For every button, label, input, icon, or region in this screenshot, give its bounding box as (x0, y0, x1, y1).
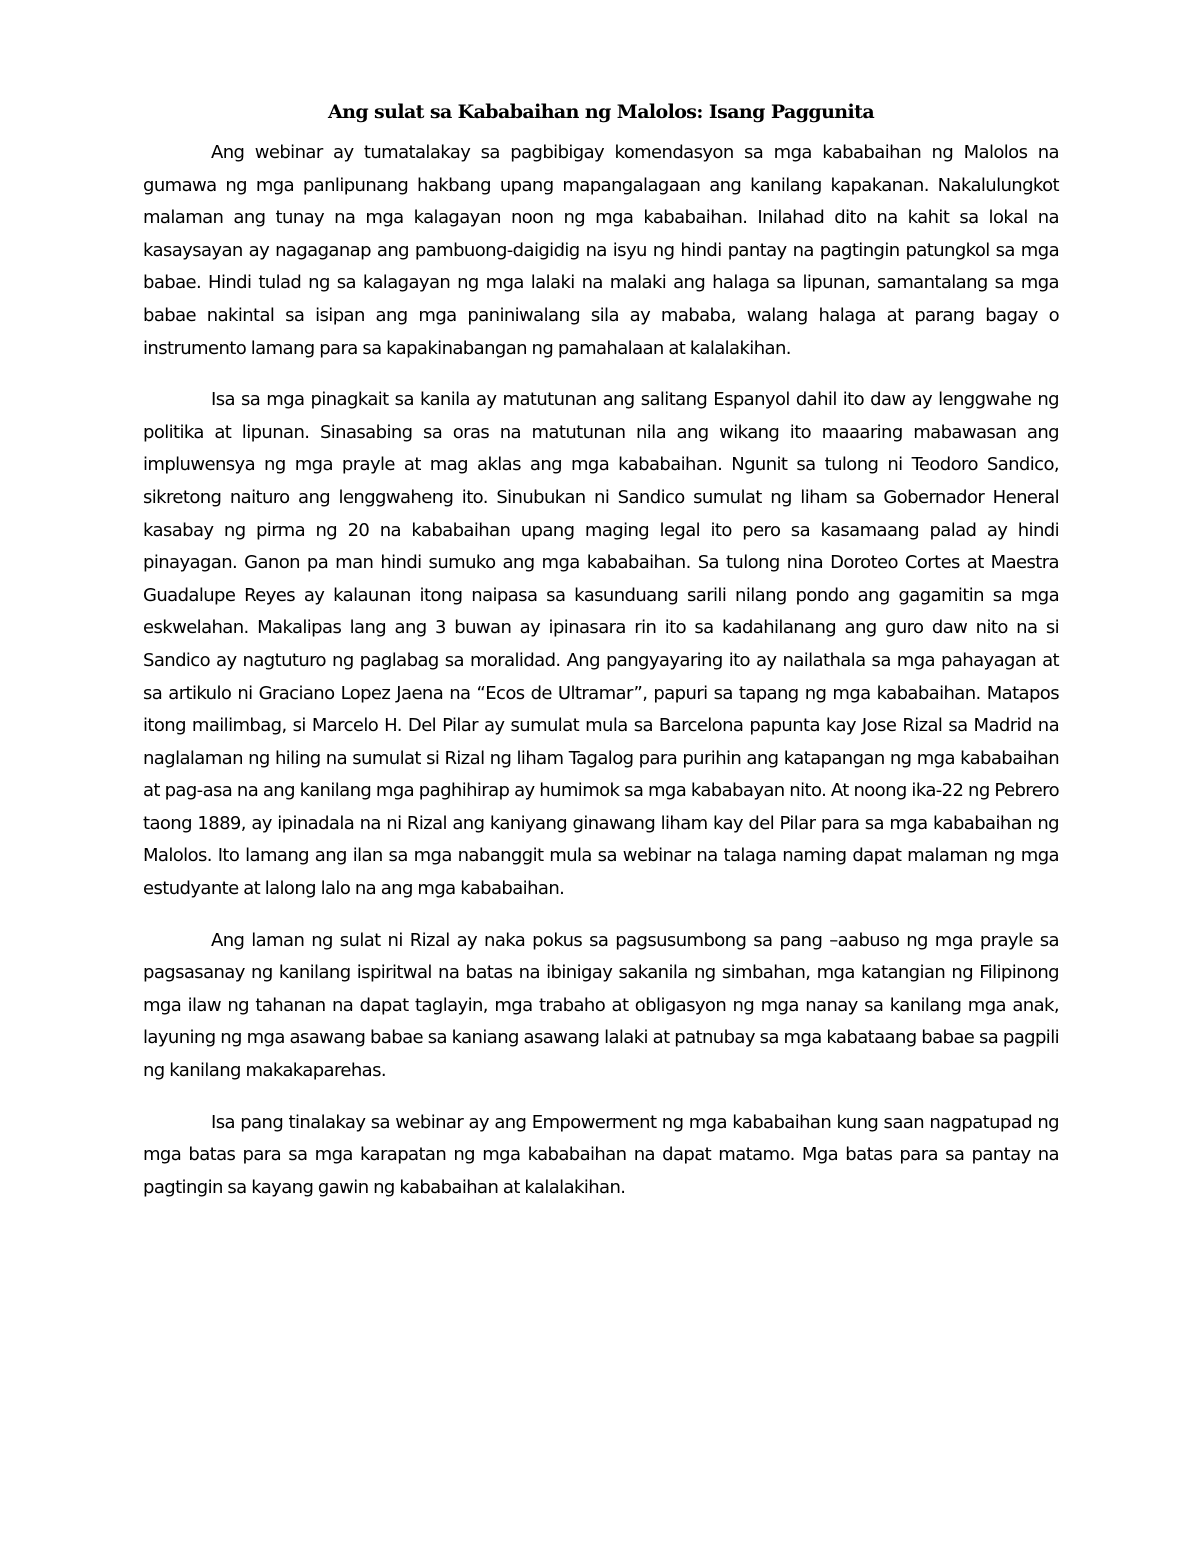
paragraph-2: Isa sa mga pinagkait sa kanila ay matutunan ang salitang Espanyol dahil ito daw ay lenggwahe ng politika at lipunan. Sinasabing sa oras na matutunan nila ang wikang ito maaaring mabawasan ang impluwensya ng mga prayle at mag aklas ang mga kababaihan. Ngunit sa tulong ni Teodoro Sandico, sikretong naituro ang lenggwaheng ito. Sinubukan ni Sandico sumulat ng liham sa Gobernador Heneral kasabay ng pirma ng 20 na kababaihan upang maging legal ito pero sa kasamaang palad ay hindi pinayagan. Ganon pa man hindi sumuko ang mga kababaihan. Sa tulong nina Doroteo Cortes at Maestra Guadalupe Reyes ay kalaunan itong naipasa sa kasunduang sarili nilang pondo ang gagamitin sa mga eskwelahan. Makalipas lang ang 3 buwan ay ipinasara rin ito sa kadahilanang ang guro daw nito na si Sandico ay nagtuturo ng paglabag sa moralidad. Ang pangyayaring ito ay nailathala sa mga pahayagan at sa artikulo ni Graciano Lopez Jaena na “Ecos de Ultramar”, papuri sa tapang ng mga kababaihan. Matapos itong mailimbag, si Marcelo H. Del Pilar ay sumulat mula sa Barcelona papunta kay Jose Rizal sa Madrid na naglalaman ng hiling na sumulat si Rizal ng liham Tagalog para purihin ang katapangan ng mga kababaihan at pag-asa na ang kanilang mga paghihirap ay humimok sa mga kababayan nito. At noong ika-22 ng Pebrero taong 1889, ay ipinadala na ni Rizal ang kaniyang ginawang liham kay del Pilar para sa mga kababaihan ng Malolos. Ito lamang ang ilan sa mga nabanggit mula sa webinar na talaga naming dapat malaman ng mga estudyante at lalong lalo na ang mga kababaihan. (143, 389, 1059, 900)
paragraph-4: Isa pang tinalakay sa webinar ay ang Empowerment ng mga kababaihan kung saan nagpatupad ng mga batas para sa mga karapatan ng mga kababaihan na dapat matamo. Mga batas para sa pantay na pagtingin sa kayang gawin ng kababaihan at kalalakihan. (143, 1111, 1059, 1198)
document-body (143, 96, 1059, 1223)
paragraph-3: Ang laman ng sulat ni Rizal ay naka pokus sa pagsusumbong sa pang –aabuso ng mga prayle sa pagsasanay ng kanilang ispiritwal na batas na ibinigay sakanila ng simbahan, mga katangian ng Filipinong mga ilaw ng tahanan na dapat taglayin, mga trabaho at obligasyon ng mga nanay sa kanilang mga anak, layuning ng mga asawang babae sa kaniang asawang lalaki at patnubay sa mga kabataang babae sa pagpili ng kanilang makakaparehas. (143, 929, 1059, 1082)
document-title: Ang sulat sa Kababaihan ng Malolos: Isang Paggunita (327, 101, 875, 123)
paragraph-1: Ang webinar ay tumatalakay sa pagbibigay komendasyon sa mga kababaihan ng Malolos na gumawa ng mga panlipunang hakbang upang mapangalagaan ang kanilang kapakanan. Nakalulungkot malaman ang tunay na mga kalagayan noon ng mga kababaihan. Inilahad dito na kahit sa lokal na kasaysayan ay nagaganap ang pambuong-daigidig na isyu ng hindi pantay na pagtingin patungkol sa mga babae. Hindi tulad ng sa kalagayan ng mga lalaki na malaki ang halaga sa lipunan, samantalang sa mga babae nakintal sa isipan ang mga paniniwalang sila ay mababa, walang halaga at parang bagay o instrumento lamang para sa kapakinabangan ng pamahalaan at kalalakihan. (143, 142, 1059, 359)
